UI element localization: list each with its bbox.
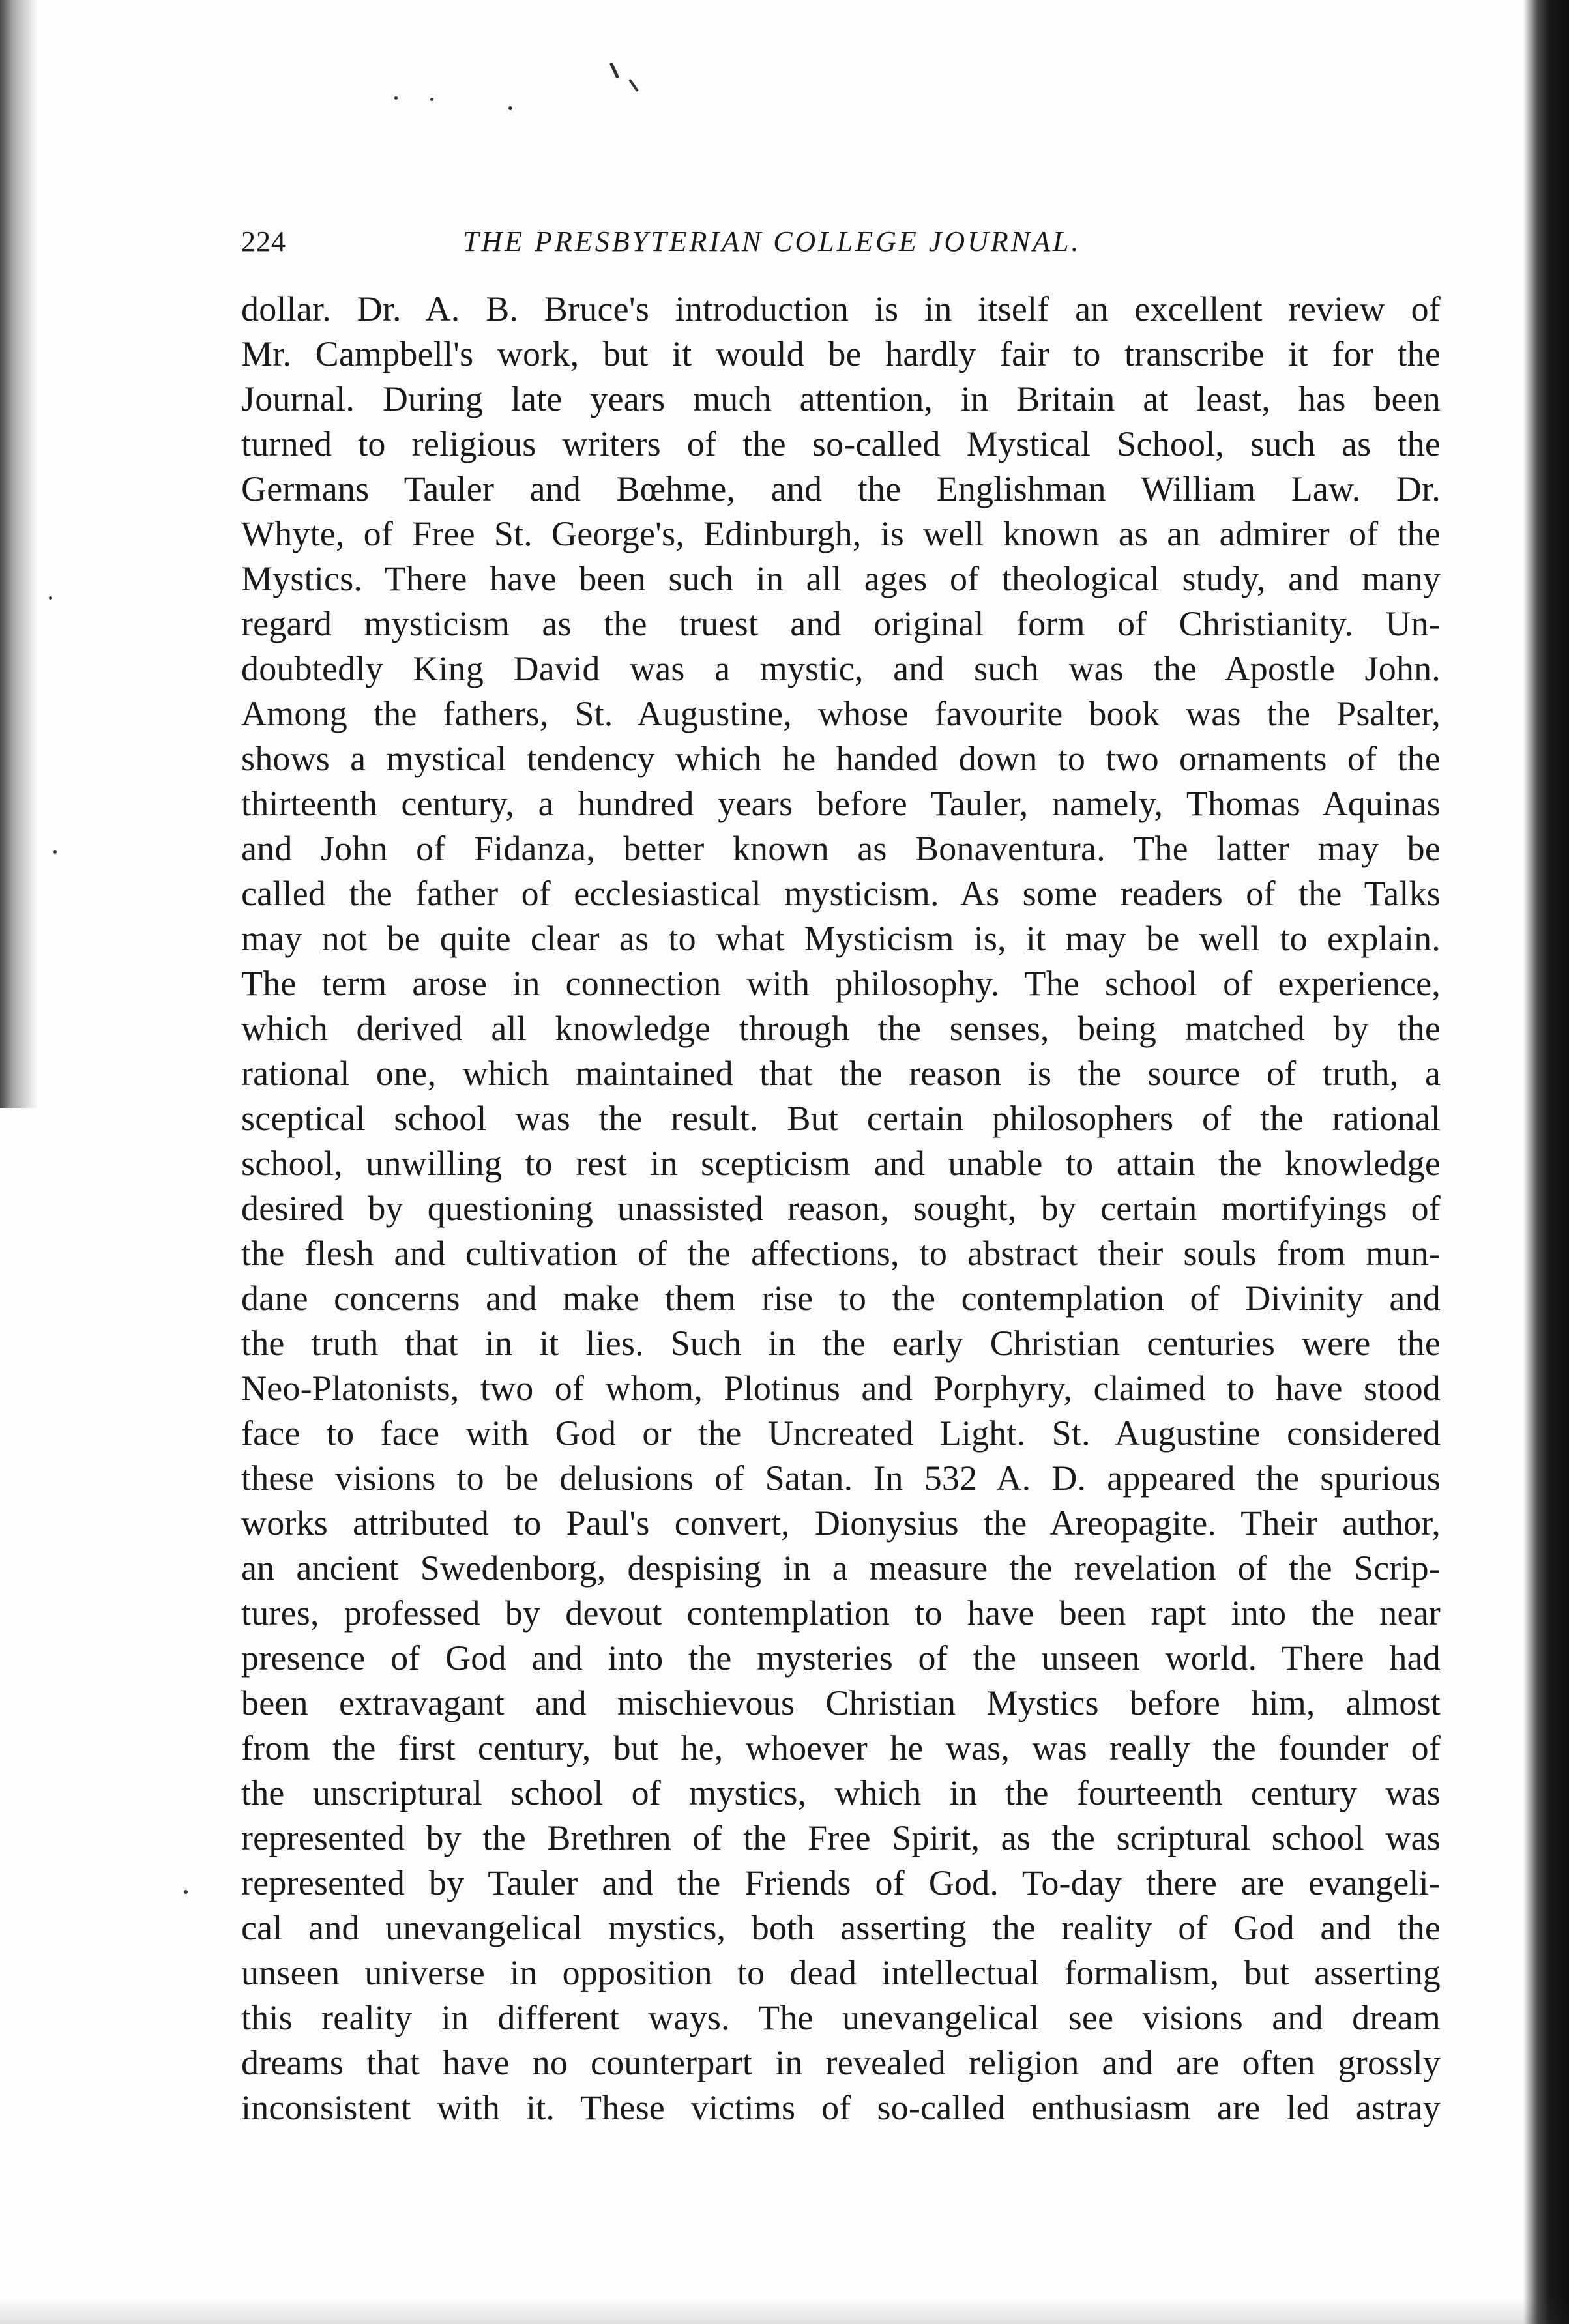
left-page-edge-shadow [0, 0, 38, 1108]
scan-speck [184, 1890, 188, 1894]
text-line: the unscriptural school of mystics, which in the fourteenth century was [241, 1773, 1441, 1812]
text-line: dreams that have no counterpart in revealed religion and are often grossly [241, 2043, 1441, 2082]
text-line: represented by Tauler and the Friends of God. To-day there are evangeli- [241, 1863, 1441, 1902]
text-line: the truth that in it lies. Such in the early Christian centuries were the [241, 1324, 1441, 1363]
text-line: represented by the Brethren of the Free Spirit, as the scriptural school was [241, 1818, 1441, 1857]
article-body [241, 287, 1441, 2130]
text-line: tures, professed by devout contemplation to have been rapt into the near [241, 1593, 1441, 1633]
running-title: THE PRESBYTERIAN COLLEGE JOURNAL. [463, 225, 1081, 257]
scan-speck [508, 106, 512, 110]
text-line: Whyte, of Free St. George's, Edinburgh, is well known as an admirer of the [241, 514, 1441, 553]
text-line: this reality in different ways. The unevangelical see visions and dream [241, 1998, 1441, 2037]
text-line: Journal. During late years much attention, in Britain at least, has been [241, 379, 1441, 418]
text-line: doubtedly King David was a mystic, and such was the Apostle John. [241, 649, 1441, 688]
text-line: sceptical school was the result. But certain philosophers of the rational [241, 1099, 1441, 1138]
scan-speck [430, 98, 433, 101]
text-line: rational one, which maintained that the reason is the source of truth, a [241, 1054, 1441, 1093]
scan-speck [53, 850, 57, 854]
text-line: Among the fathers, St. Augustine, whose favourite book was the Psalter, [241, 694, 1441, 733]
scan-speck [609, 62, 620, 79]
text-line: shows a mystical tendency which he handed down to two ornaments of the [241, 739, 1441, 778]
text-line: presence of God and into the mysteries of the unseen world. There had [241, 1638, 1441, 1678]
text-line: the flesh and cultivation of the affections, to abstract their souls from mun- [241, 1234, 1441, 1273]
text-line: works attributed to Paul's convert, Dionysius the Areopagite. Their author, [241, 1503, 1441, 1543]
text-line: called the father of ecclesiastical mysticism. As some readers of the Talks [241, 874, 1441, 913]
page-number: 224 [241, 225, 286, 257]
text-line: desired by questioning unassisted reason, sought, by certain mortifyings of [241, 1189, 1441, 1228]
text-line: cal and unevangelical mystics, both asserting the reality of God and the [241, 1908, 1441, 1947]
text-line: dane concerns and make them rise to the contemplation of Divinity and [241, 1279, 1441, 1318]
text-line: dollar. Dr. A. B. Bruce's introduction is in itself an excellent review of [241, 289, 1441, 328]
text-line: Mystics. There have been such in all ages of theological study, and many [241, 559, 1441, 598]
text-line: Germans Tauler and Bœhme, and the Englishman William Law. Dr. [241, 469, 1441, 508]
text-line: and John of Fidanza, better known as Bonaventura. The latter may be [241, 829, 1441, 868]
text-line: Mr. Campbell's work, but it would be hardly fair to transcribe it for the [241, 334, 1441, 373]
text-line: face to face with God or the Uncreated Light. St. Augustine considered [241, 1414, 1441, 1453]
text-line: unseen universe in opposition to dead intellectual formalism, but asserting [241, 1953, 1441, 1992]
text-line: turned to religious writers of the so-called Mystical School, such as the [241, 424, 1441, 463]
text-line: school, unwilling to rest in scepticism and unable to attain the knowledge [241, 1144, 1441, 1183]
text-line: these visions to be delusions of Satan. In 532 A. D. appeared the spurious [241, 1459, 1441, 1498]
text-line: thirteenth century, a hundred years before Tauler, namely, Thomas Aquinas [241, 784, 1441, 823]
running-header [241, 225, 1434, 264]
text-line: which derived all knowledge through the senses, being matched by the [241, 1009, 1441, 1048]
text-line: inconsistent with it. These victims of so-called enthusiasm are led astray [241, 2088, 1441, 2127]
scan-speck [394, 96, 398, 100]
scan-speck [628, 79, 639, 92]
text-line: Neo-Platonists, two of whom, Plotinus and Porphyry, claimed to have stood [241, 1369, 1441, 1408]
text-line: been extravagant and mischievous Christian Mystics before him, almost [241, 1683, 1441, 1722]
text-line: from the first century, but he, whoever he was, was really the founder of [241, 1728, 1441, 1767]
text-line: may not be quite clear as to what Mysticism is, it may be well to explain. [241, 919, 1441, 958]
right-page-edge-shadow [1523, 0, 1569, 2324]
text-line: The term arose in connection with philosophy. The school of experience, [241, 964, 1441, 1003]
text-line: an ancient Swedenborg, despising in a measure the revelation of the Scrip- [241, 1548, 1441, 1588]
scan-speck [49, 596, 52, 600]
text-line: regard mysticism as the truest and original form of Christianity. Un- [241, 604, 1441, 643]
bottom-page-edge-shadow [0, 2298, 1569, 2324]
